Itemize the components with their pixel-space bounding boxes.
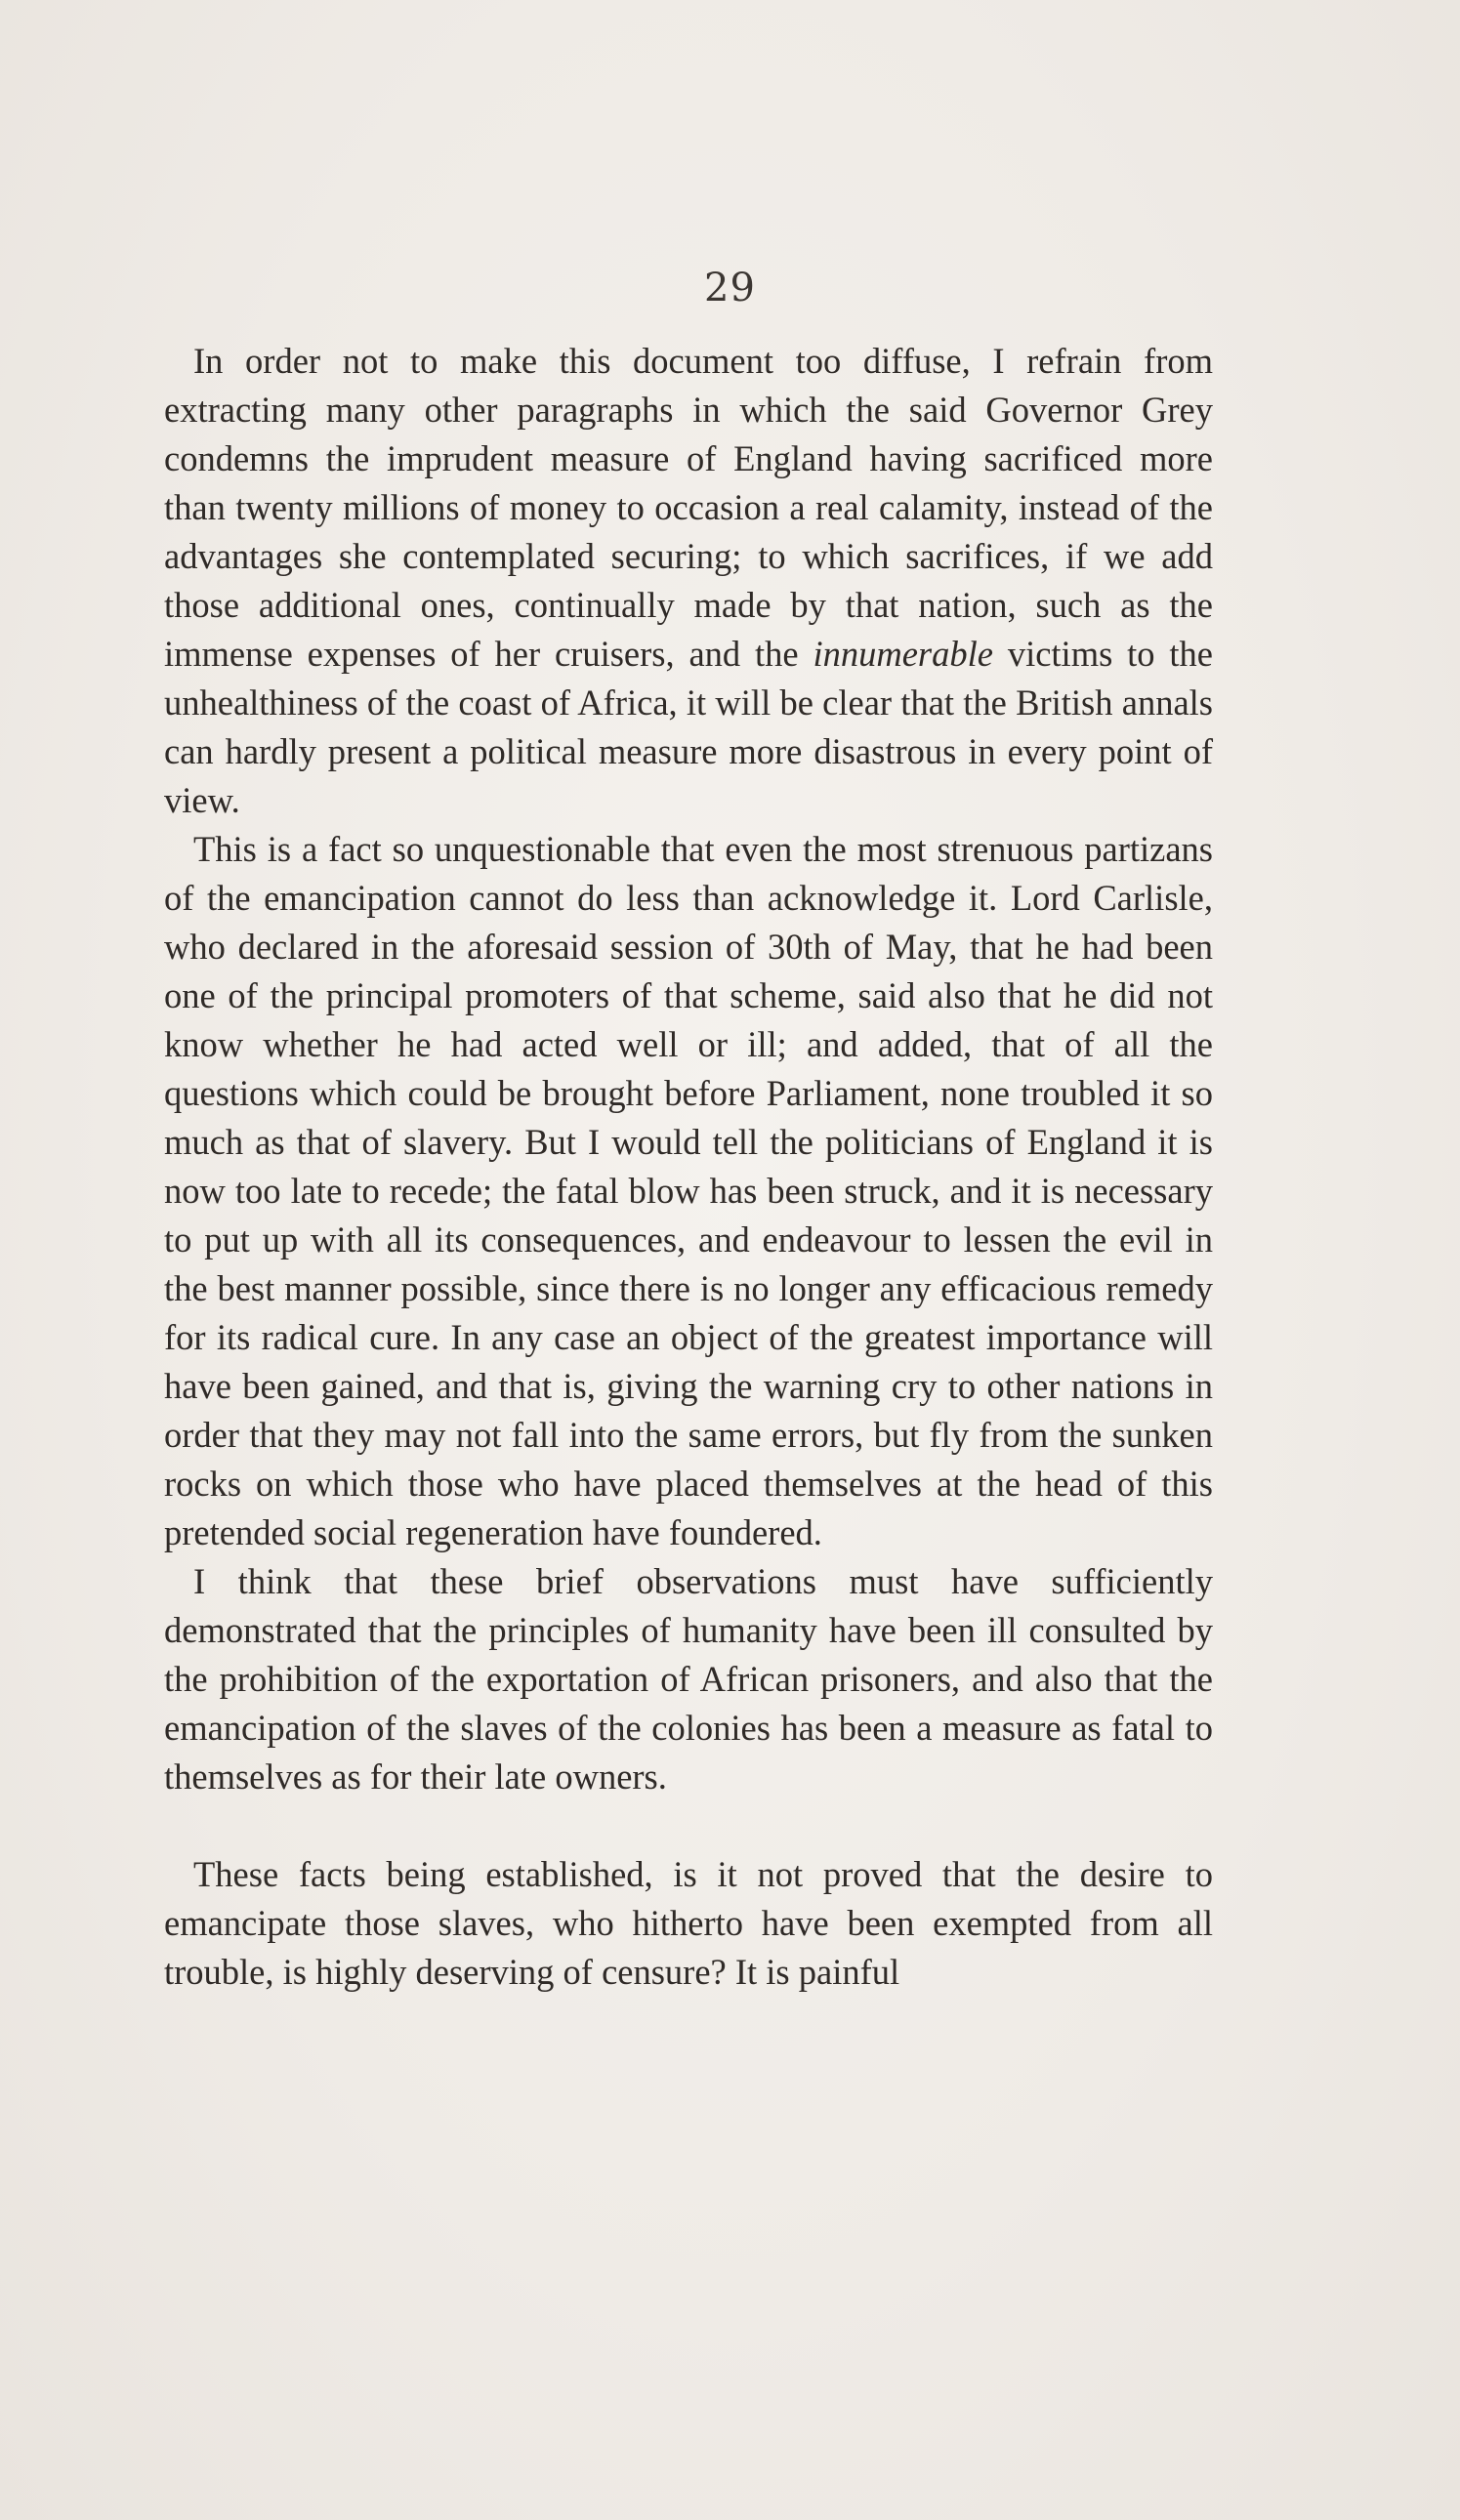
body-text — [164, 337, 1213, 1997]
page-number: 29 — [704, 266, 756, 310]
text-segment: victims to the unhealthiness of the coast of Africa, it will be clear that the British annals can hardly present a political measure more disastrous in every point of view. — [164, 634, 1213, 820]
paragraph — [164, 1557, 1213, 1801]
paragraph — [164, 825, 1213, 1557]
text-segment: In order not to make this document too diffuse, I refrain from extracting many other paragraphs in which the said Governor Grey condemns the imprudent measure of England having sacrificed more than twenty millions of money to occasion a real calamity, instead of the advantages she contemplated securing; to which sacrifices, if we add those additional ones, continually made by that nation, such as the immense expenses of her cruisers, and the — [164, 341, 1213, 674]
paragraph — [164, 1850, 1213, 1997]
text-segment: These facts being established, is it not proved that the desire to emancipate those slaves, who hitherto have been exempted from all trouble, is highly deserving of censure? It is painful — [164, 1854, 1213, 1992]
italic-text: innumerable — [813, 634, 993, 674]
text-segment: This is a fact so unquestionable that even the most strenuous partizans of the emancipation cannot do less than acknowledge it. Lord Carlisle, who declared in the aforesaid session of 30th of May, that he had been one of the principal promoters of that scheme, said also that he did not know whether he had acted well or ill; and added, that of all the questions which could be brought before Parliament, none troubled it so much as that of slavery. But I would tell the politicians of England it is now too late to recede; the fatal blow has been struck, and it is necessary to put up with all its consequences, and endeavour to lessen the evil in the best manner possible, since there is no longer any efficacious remedy for its radical cure. In any case an object of the greatest importance will have been gained, and that is, giving the warning cry to other nations in order that they may not fall into the same errors, but fly from the sunken rocks on which those who have placed themselves at the head of this pretended social regeneration have foundered. — [164, 829, 1213, 1552]
paragraph — [164, 337, 1213, 825]
text-segment: I think that these brief observations must have sufficiently demonstrated that the principles of humanity have been ill consulted by the prohibition of the exportation of African prisoners, and also that the emancipation of the slaves of the colonies has been a measure as fatal to themselves as for their late owners. — [164, 1561, 1213, 1797]
